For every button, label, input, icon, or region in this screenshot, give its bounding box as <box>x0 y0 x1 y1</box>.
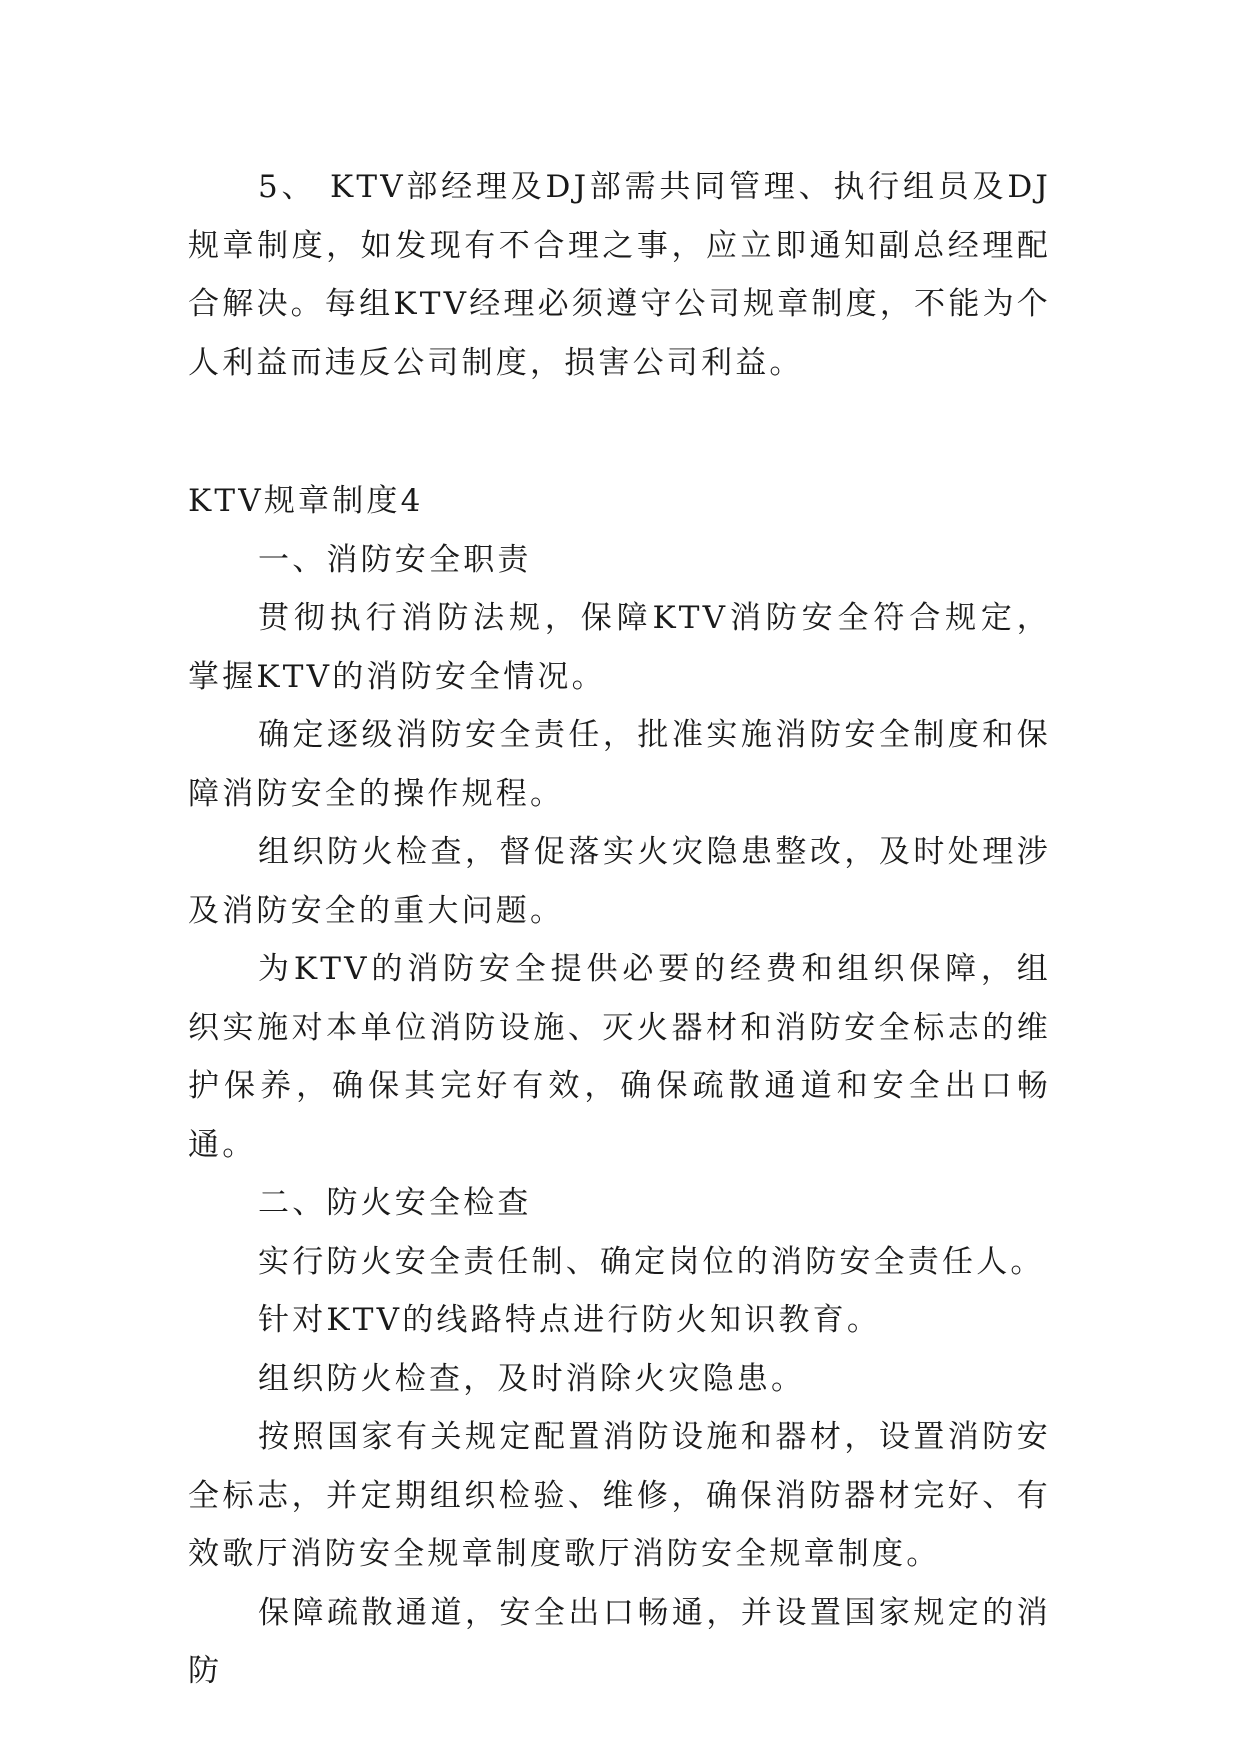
section-title: KTV规章制度4 <box>188 483 424 519</box>
intro-paragraph: 5、 KTV部经理及DJ部需共同管理、执行组员及DJ规章制度，如发现有不合理之事，应立即通知副总经理配合解决。每组KTV经理必须遵守公司规章制度，不能为个人利益而违反公司制度，损害公司利益。 <box>188 169 1051 381</box>
subheading-fire-safety-duties: 一、消防安全职责 <box>258 541 532 578</box>
paragraph: 保障疏散通道，安全出口畅通，并设置国家规定的消防 <box>188 1594 1051 1689</box>
paragraph: 贯彻执行消防法规，保障KTV消防安全符合规定，掌握KTV的消防安全情况。 <box>188 600 1051 695</box>
paragraph: 针对KTV的线路特点进行防火知识教育。 <box>258 1302 882 1338</box>
subheading-fire-inspection: 二、防火安全检查 <box>258 1185 532 1221</box>
paragraph: 按照国家有关规定配置消防设施和器材，设置消防安全标志，并定期组织检验、维修，确保消防器材完好、有效歌厅消防安全规章制度歌厅消防安全规章制度。 <box>188 1419 1051 1572</box>
paragraph: 组织防火检查，及时消除火灾隐患。 <box>258 1360 806 1397</box>
paragraph: 组织防火检查，督促落实火灾隐患整改，及时处理涉及消防安全的重大问题。 <box>188 834 1051 929</box>
document-page <box>188 158 1051 1701</box>
paragraph: 为KTV的消防安全提供必要的经费和组织保障，组织实施对本单位消防设施、灭火器材和消防安全标志的维护保养，确保其完好有效，确保疏散通道和安全出口畅通。 <box>188 951 1051 1163</box>
section-spacer <box>188 392 1051 472</box>
paragraph: 实行防火安全责任制、确定岗位的消防安全责任人。 <box>258 1243 1045 1280</box>
paragraph: 确定逐级消防安全责任，批准实施消防安全制度和保障消防安全的操作规程。 <box>188 717 1051 812</box>
